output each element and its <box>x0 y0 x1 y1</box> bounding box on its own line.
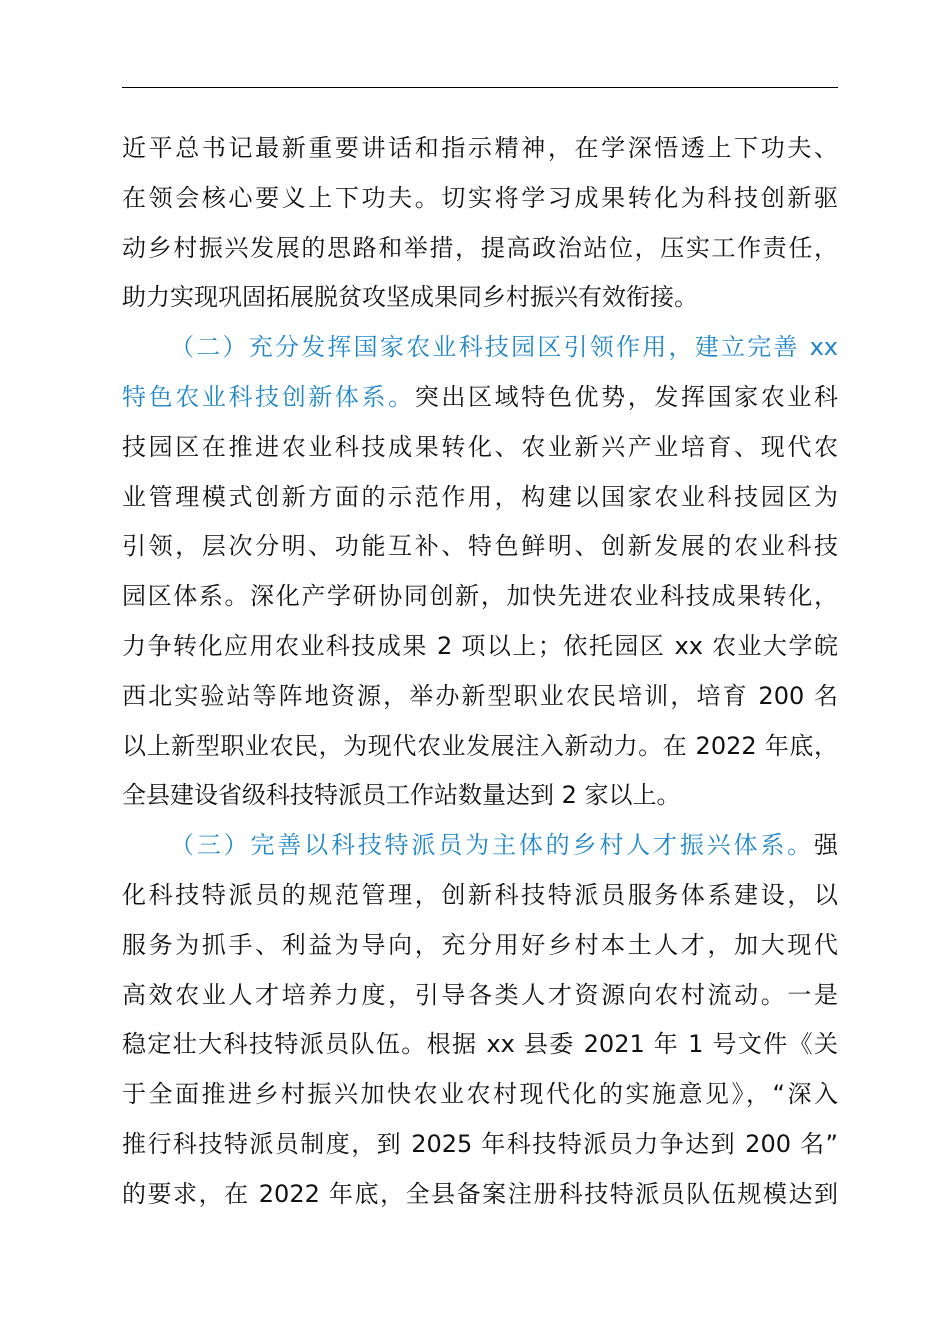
text-line <box>122 423 838 473</box>
text-line <box>122 373 838 423</box>
paragraph-text: 突出区域特色优势，发挥国家农业科 <box>414 382 839 411</box>
paragraph-text: 在领会核心要义上下功夫。切实将学习成果转化为科技创新驱 <box>122 183 838 212</box>
paragraph-text: 的要求，在 2022 年底，全县备案注册科技特派员队伍规模达到 <box>122 1179 838 1208</box>
text-line <box>122 921 838 971</box>
paragraph-text: 强 <box>814 831 838 860</box>
text-line <box>122 821 838 871</box>
text-line <box>122 722 838 772</box>
text-line <box>122 174 838 224</box>
paragraph-text: 近平总书记最新重要讲话和指示精神，在学深悟透上下功夫、 <box>122 134 838 162</box>
text-line <box>122 473 838 523</box>
paragraph-text: 西北实验站等阵地资源，举办新型职业农民培训，培育 200 名 <box>122 681 838 710</box>
paragraph-text: 技园区在推进农业科技成果转化、农业新兴产业培育、现代农 <box>122 432 838 461</box>
paragraph-text: 高效农业人才培养力度，引导各类人才资源向农村流动。一是 <box>122 980 838 1009</box>
text-line <box>122 224 838 274</box>
paragraph-text: 园区体系。深化产学研协同创新，加快先进农业科技成果转化， <box>122 582 838 611</box>
paragraph-text: 以上新型职业农民，为现代农业发展注入新动力。在 2022 年底， <box>122 731 838 760</box>
paragraph-text: 稳定壮大科技特派员队伍。根据 xx 县委 2021 年 1 号文件《关 <box>122 1030 838 1059</box>
paragraph-text: 业管理模式创新方面的示范作用，构建以国家农业科技园区为 <box>122 482 838 511</box>
text-line <box>122 1020 838 1070</box>
text-line <box>122 871 838 921</box>
text-line <box>122 672 838 722</box>
paragraph-text: 服务为抓手、利益为导向，充分用好乡村本土人才，加大现代 <box>122 930 838 959</box>
text-line <box>122 273 838 323</box>
paragraph-text: 动乡村振兴发展的思路和举措，提高政治站位，压实工作责任， <box>122 233 838 262</box>
paragraph-text: 全县建设省级科技特派员工作站数量达到 2 家以上。 <box>122 781 681 810</box>
section-heading: 特色农业科技创新体系。 <box>122 382 415 411</box>
section-heading: （三）完善以科技特派员为主体的乡村人才振兴体系。 <box>170 831 814 860</box>
paragraph-text: 推行科技特派员制度，到 2025 年科技特派员力争达到 200 名” <box>122 1129 838 1158</box>
paragraph-text: 化科技特派员的规范管理，创新科技特派员服务体系建设，以 <box>122 880 838 909</box>
text-line <box>122 323 838 373</box>
header-rule <box>122 87 838 88</box>
text-line <box>122 1170 838 1220</box>
text-line <box>122 771 838 821</box>
paragraph-text: 于全面推进乡村振兴加快农业农村现代化的实施意见》，“深入 <box>122 1080 838 1109</box>
text-line <box>122 971 838 1021</box>
text-line <box>122 1120 838 1170</box>
text-line <box>122 124 838 174</box>
section-heading: （二）充分发挥国家农业科技园区引领作用，建立完善 xx <box>170 333 838 362</box>
text-line <box>122 1070 838 1120</box>
text-line <box>122 572 838 622</box>
document-body <box>122 124 838 1220</box>
paragraph-text: 引领，层次分明、功能互补、特色鲜明、创新发展的农业科技 <box>122 532 838 561</box>
paragraph-text: 助力实现巩固拓展脱贫攻坚成果同乡村振兴有效衔接。 <box>122 283 698 312</box>
text-line <box>122 522 838 572</box>
text-line <box>122 622 838 672</box>
paragraph-text: 力争转化应用农业科技成果 2 项以上；依托园区 xx 农业大学皖 <box>122 631 838 660</box>
